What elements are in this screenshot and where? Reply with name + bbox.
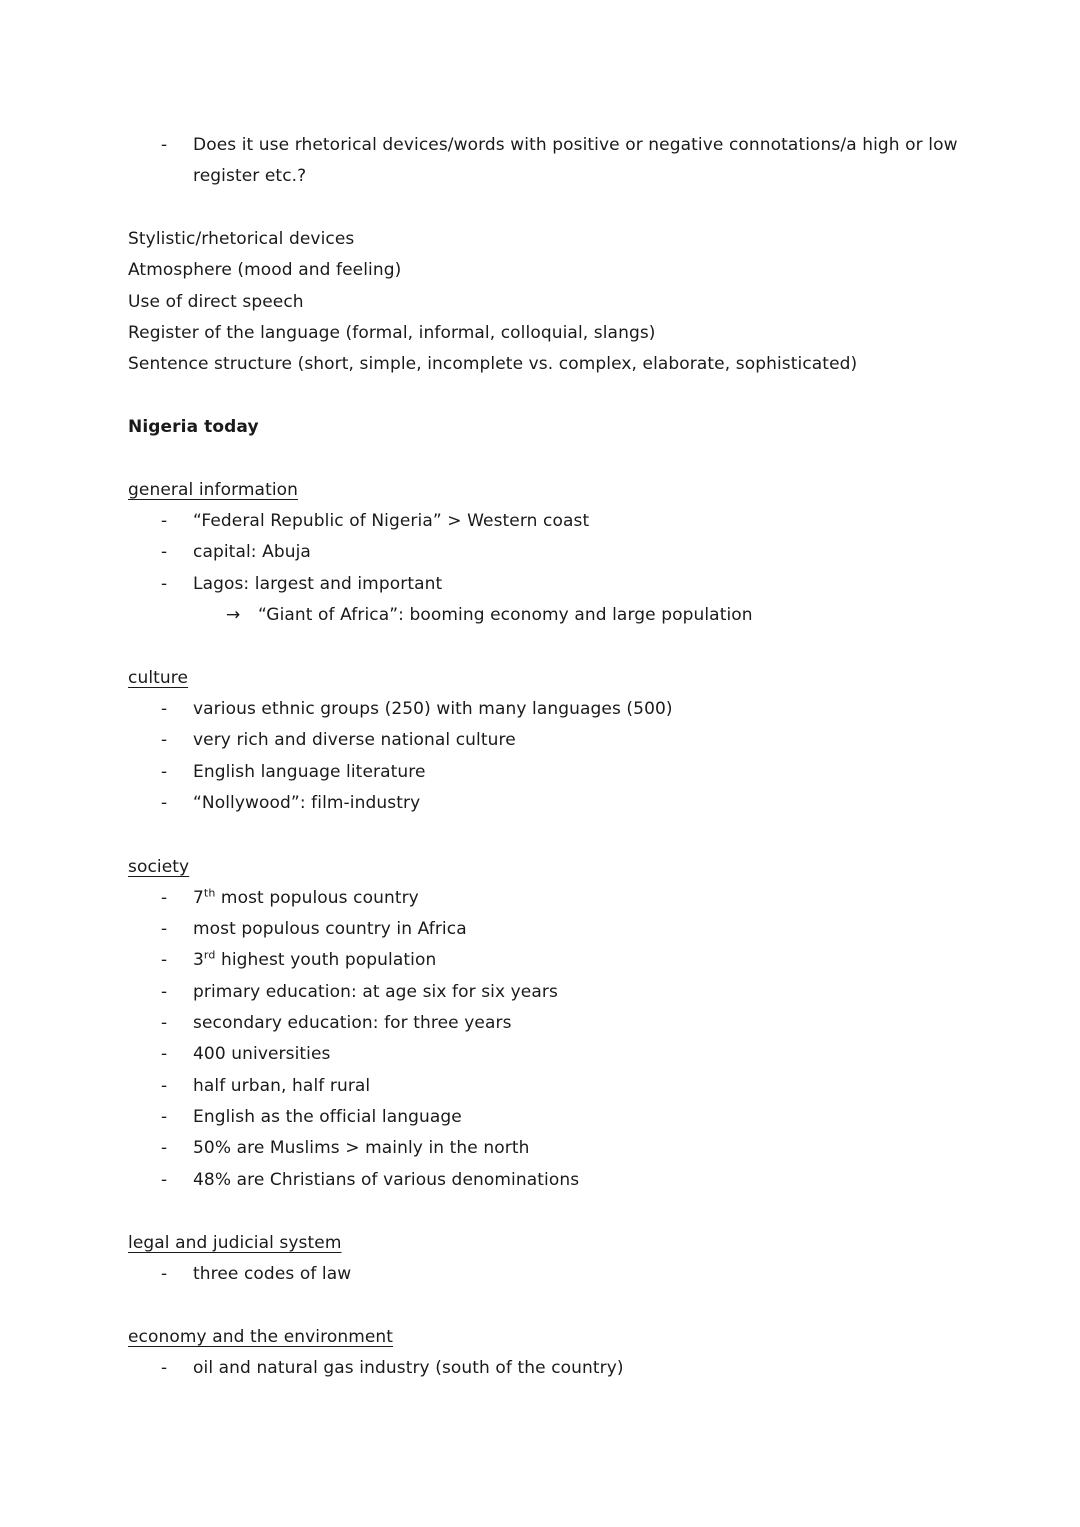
analysis-aspect: Stylistic/rhetorical devices [128,229,355,249]
bullet-dash: - [161,762,168,782]
list-item: capital: Abuja [193,542,311,562]
list-item-text: most populous country [215,888,419,908]
analysis-aspect: Sentence structure (short, simple, incomplete vs. complex, elaborate, sophisticated) [128,354,858,374]
list-item: oil and natural gas industry (south of the country) [193,1358,624,1378]
ordinal-number: 7 [193,888,204,908]
list-item-text: highest youth population [215,950,437,970]
bullet-dash: - [161,542,168,562]
ordinal-suffix: th [203,886,216,900]
bullet-dash: - [161,1044,168,1064]
bullet-dash: - [161,574,168,594]
bullet-dash: - [161,919,168,939]
list-item: English as the official language [193,1107,462,1127]
list-item [193,948,436,972]
list-item: 48% are Christians of various denominations [193,1170,580,1190]
section-title-culture: culture [128,668,189,688]
list-item: “Nollywood”: film-industry [193,793,421,813]
bullet-dash: - [161,1138,168,1158]
bullet-dash: - [161,699,168,719]
bullet-dash: - [161,1013,168,1033]
bullet-dash: - [161,888,168,908]
analysis-aspect: Atmosphere (mood and feeling) [128,260,402,280]
list-item: 400 universities [193,1044,331,1064]
ordinal-number: 3 [193,950,204,970]
bullet-dash: - [161,793,168,813]
list-item: half urban, half rural [193,1076,371,1096]
list-item: three codes of law [193,1264,352,1284]
list-item: 50% are Muslims > mainly in the north [193,1138,530,1158]
list-item: English language literature [193,762,426,782]
list-item-continuation: register etc.? [193,166,307,186]
list-item: very rich and diverse national culture [193,730,516,750]
bullet-dash: - [161,730,168,750]
bullet-dash: - [161,511,168,531]
ordinal-suffix: rd [203,948,216,962]
list-item: “Federal Republic of Nigeria” > Western coast [193,511,590,531]
bullet-dash: - [161,1264,168,1284]
analysis-aspect: Use of direct speech [128,292,304,312]
page-heading: Nigeria today [128,417,259,437]
bullet-dash: - [161,1358,168,1378]
arrow-icon: → [226,605,241,625]
list-item [193,886,419,910]
list-item: Lagos: largest and important [193,574,443,594]
analysis-aspect: Register of the language (formal, informal, colloquial, slangs) [128,323,656,343]
bullet-dash: - [161,1076,168,1096]
list-item: most populous country in Africa [193,919,467,939]
sub-list-item: “Giant of Africa”: booming economy and large population [258,605,753,625]
bullet-dash: - [161,1107,168,1127]
section-title-general: general information [128,480,299,500]
bullet-dash: - [161,135,168,155]
bullet-dash: - [161,1170,168,1190]
bullet-dash: - [161,950,168,970]
list-item-text: Does it use rhetorical devices/words with positive or negative connotations/a high or low [193,135,958,155]
list-item: various ethnic groups (250) with many languages (500) [193,699,673,719]
bullet-dash: - [161,982,168,1002]
list-item: primary education: at age six for six years [193,982,558,1002]
list-item: secondary education: for three years [193,1013,512,1033]
section-title-legal: legal and judicial system [128,1233,342,1253]
section-title-economy: economy and the environment [128,1327,394,1347]
section-title-society: society [128,857,190,877]
